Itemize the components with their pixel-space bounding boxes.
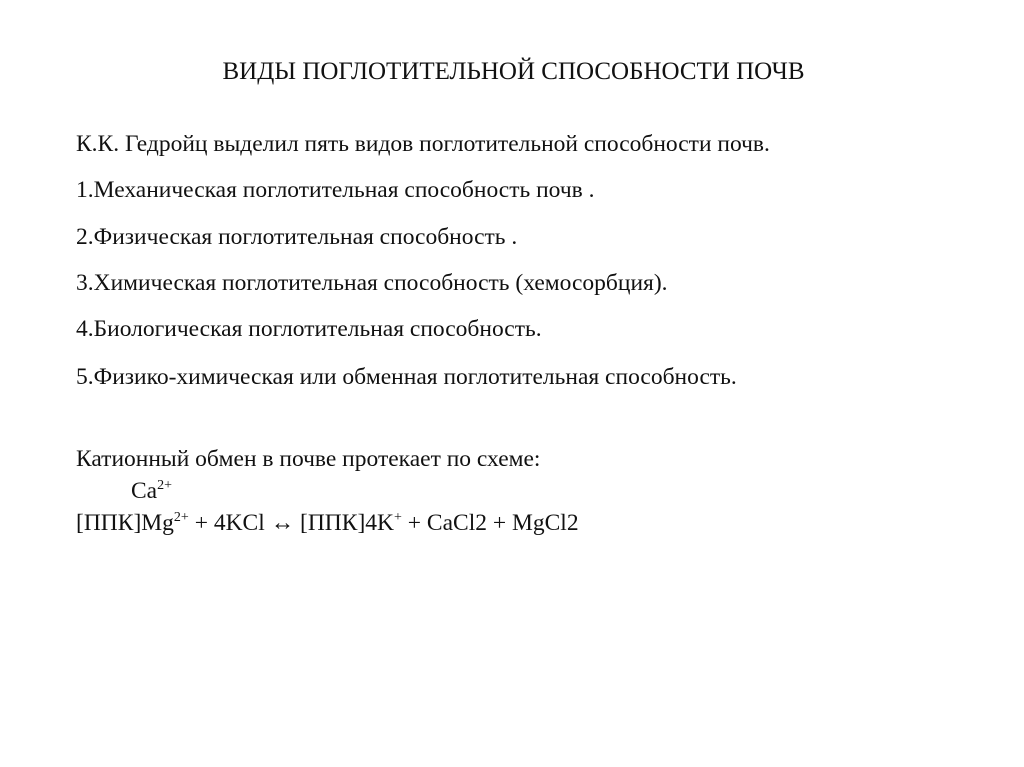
exchange-equation <box>76 510 579 537</box>
equation-part-2: + 4KCl ↔ [ППК]4K <box>188 510 394 536</box>
equation-charge-2: + <box>394 510 402 525</box>
list-item-1: 1.Механическая поглотительная способность почв . <box>76 177 595 203</box>
list-item-3: 3.Химическая поглотительная способность (хемосорбция). <box>76 270 668 296</box>
scheme-intro: Катионный обмен в почве протекает по схеме: <box>76 446 541 472</box>
equation-charge-1: 2+ <box>173 510 189 525</box>
calcium-charge: 2+ <box>157 478 173 493</box>
intro-paragraph: К.К. Гедройц выделил пять видов поглотительной способности почв. <box>76 131 770 157</box>
slide-title: ВИДЫ ПОГЛОТИТЕЛЬНОЙ СПОСОБНОСТИ ПОЧВ <box>222 58 805 85</box>
calcium-ion <box>131 478 172 505</box>
list-item-4: 4.Биологическая поглотительная способность. <box>76 316 542 342</box>
calcium-label: Ca <box>131 478 158 504</box>
equation-part-1: [ППК]Mg <box>76 510 174 536</box>
list-item-5: 5.Физико-химическая или обменная поглотительная способность. <box>76 364 737 390</box>
equation-part-3: + CaCl2 + MgCl2 <box>401 510 579 536</box>
list-item-2: 2.Физическая поглотительная способность . <box>76 224 518 250</box>
